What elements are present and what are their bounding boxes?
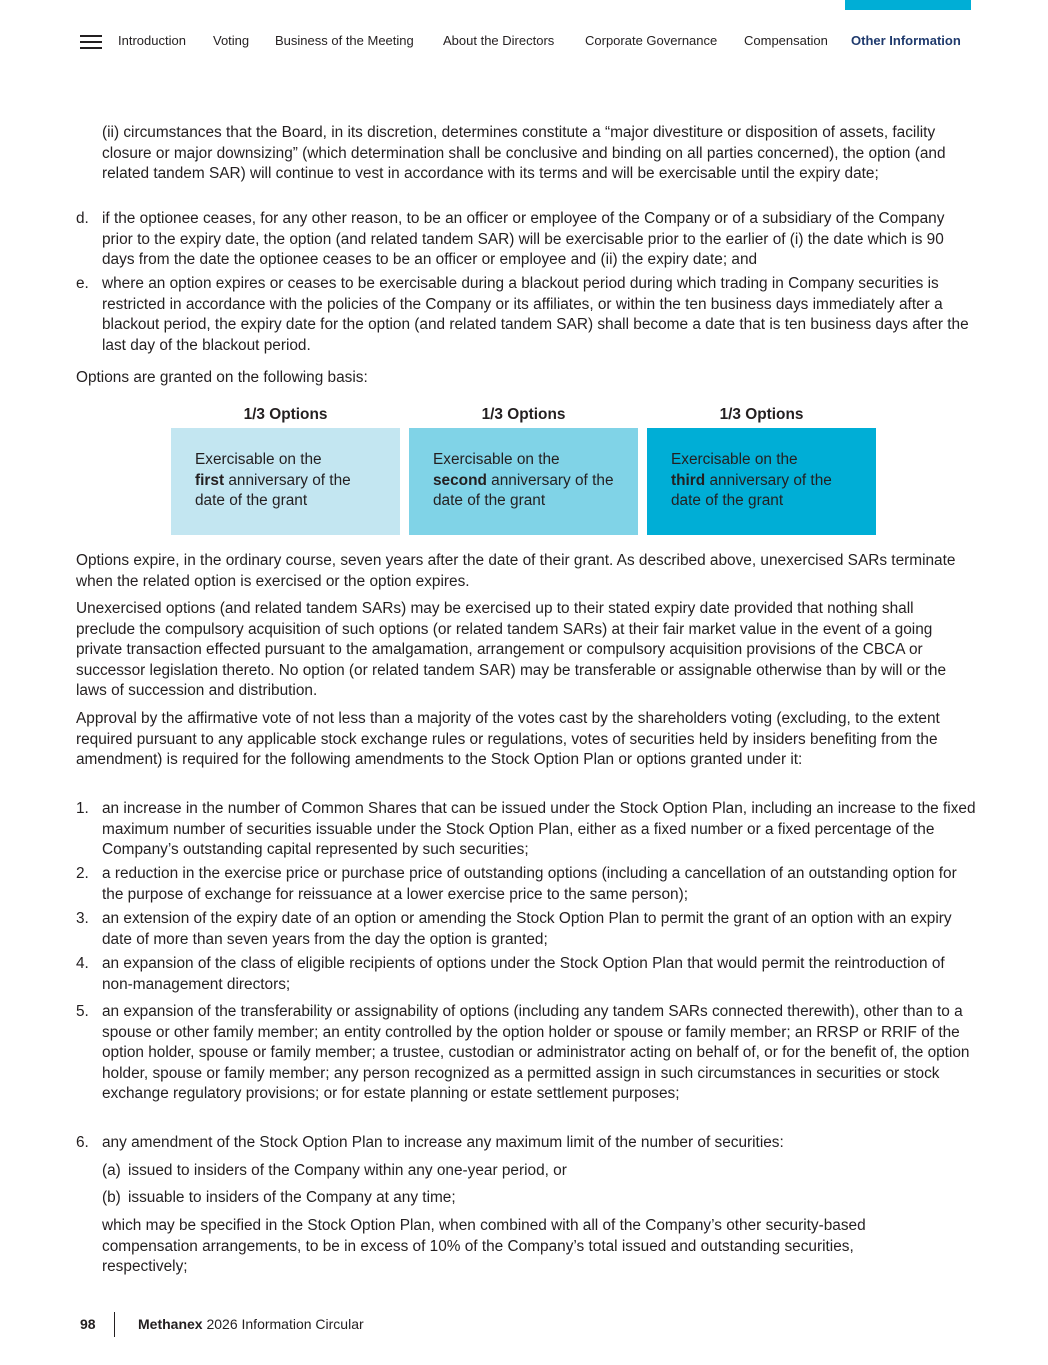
continued-item-ii: (ii) circumstances that the Board, in its discretion, determines constitute a “major divestiture or disposition of assets, facility closure or major downsizing” (which determination shall be conclusive and binding on all parties concerned), the option (and related tandem SAR) will continue to vest in accordance with its terms and will be exercisable until the expiry date; xyxy=(102,124,946,183)
paragraph-approval: Approval by the affirmative vote of not less than a majority of the votes cast by the shareholders voting (excluding, to the extent required pursuant to any applicable stock exchange rules or regulations, votes of securities held by insiders benefiting from the amendment) is required for the following amendments to the Stock Option Plan or options granted under it: xyxy=(76,710,940,769)
header-accent-bar xyxy=(845,0,971,10)
sub-list-label: (b) xyxy=(102,1189,121,1206)
document-title xyxy=(138,1316,364,1332)
closing-paragraph: which may be specified in the Stock Option Plan, when combined with all of the Company’s other security-based compensation arrangements, to be in excess of 10% of the Company’s total issued and outstanding securities, respectively; xyxy=(102,1217,866,1276)
option-box-second xyxy=(409,428,638,535)
nav-compensation[interactable]: Compensation xyxy=(744,33,828,48)
option-heading: 1/3 Options xyxy=(243,406,328,423)
list-label-e: e. xyxy=(76,275,89,292)
option-ordinal: first xyxy=(195,471,225,489)
sub-list-text: issued to insiders of the Company within any one-year period, or xyxy=(128,1162,567,1179)
nav-business-of-the-meeting[interactable]: Business of the Meeting xyxy=(275,33,414,48)
list-number: 4. xyxy=(76,955,89,972)
option-text-post: anniversary of the date of the grant xyxy=(671,471,832,510)
option-text-pre: Exercisable on the xyxy=(195,451,322,468)
option-heading: 1/3 Options xyxy=(481,406,566,423)
option-heading: 1/3 Options xyxy=(719,406,804,423)
nav-other-information[interactable]: Other Information xyxy=(851,33,961,48)
option-text-pre: Exercisable on the xyxy=(671,451,798,468)
list-text-e: where an option expires or ceases to be exercisable during a blackout period during which trading in Company securities is restricted in accordance with the policies of the Company or its affiliates, or within the ten business days immediately after a blackout period, the expiry date for the option (and related tandem SAR) shall become a date that is ten business days after the last day of the blackout period. xyxy=(102,275,969,354)
list-text: a reduction in the exercise price or purchase price of outstanding options (including a cancellation of an outstanding option for the purpose of exchange for reissuance at a lower exercise price to the same person); xyxy=(102,865,957,903)
list-label-d: d. xyxy=(76,210,89,227)
basis-intro: Options are granted on the following basis: xyxy=(76,369,368,386)
footer-divider xyxy=(114,1312,115,1337)
list-text: any amendment of the Stock Option Plan to increase any maximum limit of the number of securities: xyxy=(102,1134,784,1151)
nav-introduction[interactable]: Introduction xyxy=(118,33,186,48)
nav-corporate-governance[interactable]: Corporate Governance xyxy=(585,33,718,48)
option-text-post: anniversary of the date of the grant xyxy=(195,471,351,510)
list-number: 6. xyxy=(76,1134,89,1151)
top-navigation xyxy=(0,30,1048,54)
document-name: 2026 Information Circular xyxy=(206,1316,364,1332)
list-text: an expansion of the class of eligible recipients of options under the Stock Option Plan that would permit the reintroduction of non-management directors; xyxy=(102,955,945,993)
option-text-post: anniversary of the date of the grant xyxy=(433,471,614,510)
list-text: an increase in the number of Common Shares that can be issued under the Stock Option Plan, including an increase to the fixed maximum number of securities issuable under the Stock Option Plan, either as a fixed number or a fixed percentage of the Company’s outstanding capital represented by such securities; xyxy=(102,800,976,859)
list-text: an expansion of the transferability or assignability of options (including any tandem SARs connected therewith), other than to a spouse or other family member; an entity controlled by the option holder or spouse or family member; an RRSP or RRIF of the option holder, spouse or family member; a trustee, custodian or administrator acting on behalf of, or for the benefit of, the option holder, spouse or family member; any person recognized as a permitted assign in such circumstances in securities or stock exchange regulatory provisions; or for estate planning or estate settlement purposes; xyxy=(102,1003,970,1103)
nav-voting[interactable]: Voting xyxy=(213,33,250,48)
paragraph-unexercised-options: Unexercised options (and related tandem SARs) may be exercised up to their stated expiry date provided that nothing shall preclude the compulsory acquisition of such options (or related tandem SARs) at their fair market value in the event of a going private transaction effected pursuant to the amalgamation, arrangement or compulsory acquisition provisions of the CBCA or successor legislation thereto. No option (or related tandem SAR) may be transferable or assignable otherwise than by will or the laws of succession and distribution. xyxy=(76,600,947,700)
option-box-first xyxy=(171,428,400,535)
list-number: 1. xyxy=(76,800,89,817)
list-number: 3. xyxy=(76,910,89,927)
option-ordinal: third xyxy=(671,471,706,489)
list-text-d: if the optionee ceases, for any other reason, to be an officer or employee of the Company or of a subsidiary of the Company prior to the expiry date, the option (and related tandem SAR) will be exercisable prior to the earlier of (i) the date which is 90 days from the date the optionee ceases to be an officer or employee and (ii) the expiry date; and xyxy=(102,210,945,269)
option-ordinal: second xyxy=(433,471,487,489)
list-text: an extension of the expiry date of an option or amending the Stock Option Plan to permit the grant of an option with an expiry date of more than seven years from the day the option is granted; xyxy=(102,910,952,948)
company-name: Methanex xyxy=(138,1316,203,1332)
hamburger-menu-icon[interactable] xyxy=(80,35,102,49)
option-box-third xyxy=(647,428,876,535)
option-text-pre: Exercisable on the xyxy=(433,451,560,468)
sub-list-label: (a) xyxy=(102,1162,121,1179)
list-number: 5. xyxy=(76,1003,89,1020)
list-number: 2. xyxy=(76,865,89,882)
nav-about-the-directors[interactable]: About the Directors xyxy=(443,33,555,48)
paragraph-expiry: Options expire, in the ordinary course, seven years after the date of their grant. As described above, unexercised SARs terminate when the related option is exercised or the option expires. xyxy=(76,552,956,590)
sub-list-text: issuable to insiders of the Company at any time; xyxy=(128,1189,456,1206)
page-number: 98 xyxy=(80,1316,96,1332)
